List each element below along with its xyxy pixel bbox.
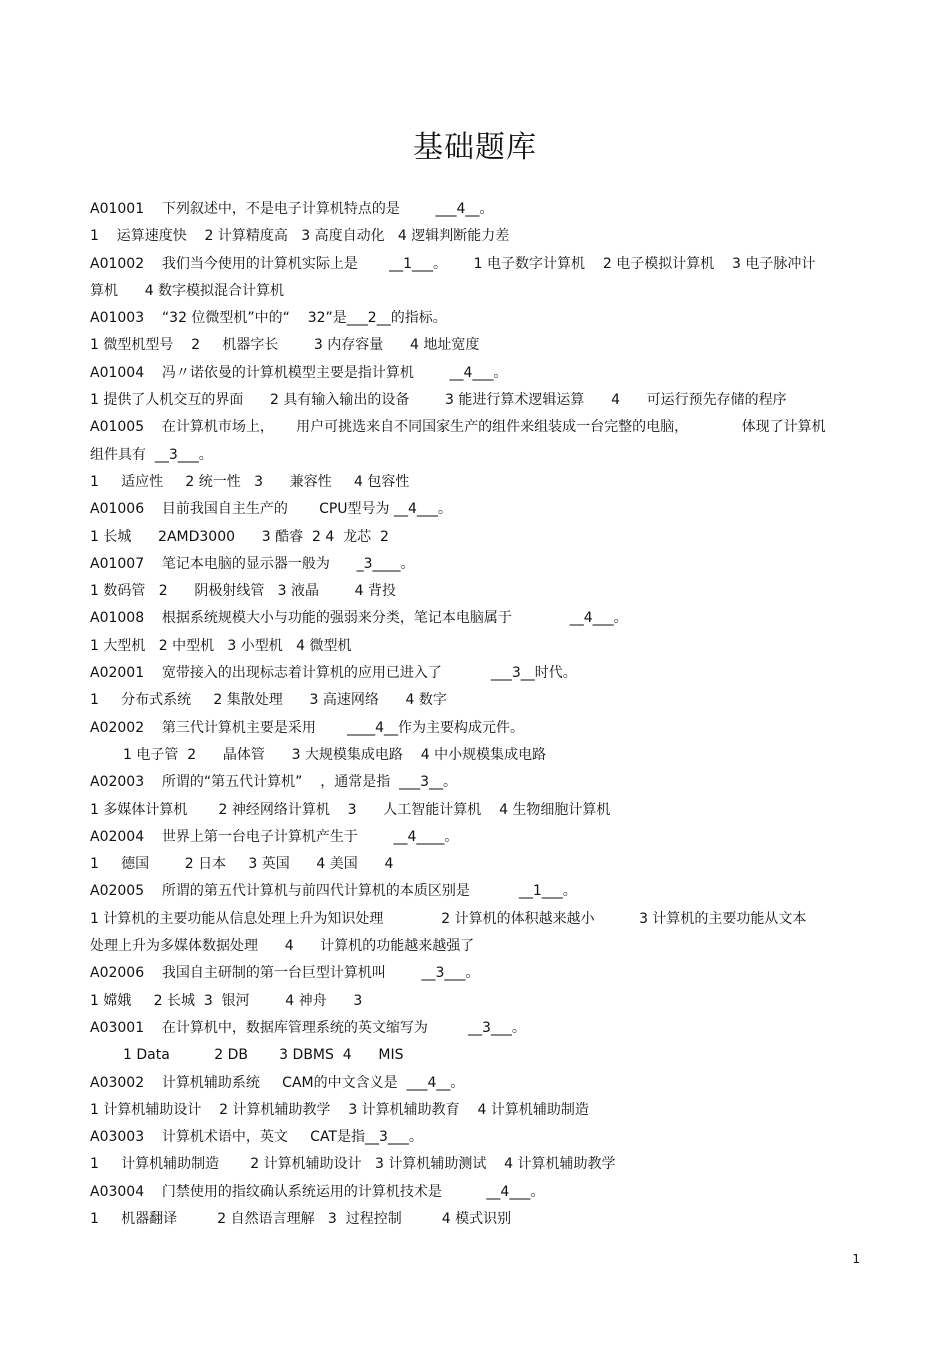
question-line: A03003 计算机术语中，英文 CAT是指__3___。: [90, 1129, 423, 1146]
options-line: 1 分布式系统 2 集散处理 3 高速网络 4 数字: [90, 692, 447, 709]
question-line: A03004 门禁使用的指纹确认系统运用的计算机技术是 __4___。: [90, 1183, 545, 1200]
page-number: 1: [852, 1252, 860, 1266]
question-line: A03002 计算机辅助系统 CAM的中文含义是 ___4__。: [90, 1074, 465, 1091]
question-list: [90, 196, 852, 1233]
document-title: 基础题库: [413, 130, 537, 165]
options-line: 算机 4 数字模拟混合计算机: [90, 282, 285, 299]
options-line: 1 运算速度快 2 计算精度高 3 高度自动化 4 逻辑判断能力差: [90, 228, 510, 245]
options-line: 1 微型机型号 2 机器字长 3 内存容量 4 地址宽度: [90, 337, 480, 354]
question-line: A01006 目前我国自主生产的 CPU型号为 __4___。: [90, 501, 452, 518]
options-line: 1 德国 2 日本 3 英国 4 美国 4: [90, 856, 394, 873]
question-line: A01008 根据系统规模大小与功能的强弱来分类，笔记本电脑属于 __4___。: [90, 610, 628, 627]
options-line: 1 大型机 2 中型机 3 小型机 4 微型机: [90, 637, 352, 654]
question-line: 组件具有 __3___。: [90, 446, 213, 463]
question-line: A01007 笔记本电脑的显示器一般为 _3____。: [90, 555, 415, 572]
options-line: 1 数码管 2 阴极射线管 3 液晶 4 背投: [90, 583, 396, 600]
question-line: A01004 冯〃诺依曼的计算机模型主要是指计算机 __4___。: [90, 364, 508, 381]
options-line: 1 嫦娥 2 长城 3 银河 4 神舟 3: [90, 992, 363, 1009]
question-line: A01005 在计算机市场上， 用户可挑选来自不同国家生产的组件来组装成一台完整的电脑， 体现了计算机: [90, 419, 826, 436]
options-line: 1 多媒体计算机 2 神经网络计算机 3 人工智能计算机 4 生物细胞计算机: [90, 801, 611, 818]
question-line: A01001 下列叙述中，不是电子计算机特点的是 ___4__。: [90, 201, 494, 217]
question-line: A03001 在计算机中，数据库管理系统的英文缩写为 __3___。: [90, 1019, 526, 1036]
options-line: 1 适应性 2 统一性 3 兼容性 4 包容性: [90, 473, 410, 490]
options-line: 1 机器翻译 2 自然语言理解 3 过程控制 4 模式识别: [90, 1210, 512, 1227]
question-line: A01003 “32 位微型机”中的“ 32”是___2__的指标。: [90, 310, 447, 327]
question-line: A02003 所谓的“第五代计算机” ，通常是指 ___3__。: [90, 774, 458, 791]
question-line: A02001 宽带接入的出现标志着计算机的应用已进入了 ___3__时代。: [90, 665, 577, 682]
options-line: 处理上升为多媒体数据处理 4 计算机的功能越来越强了: [90, 938, 475, 955]
options-line: 1 长城 2AMD3000 3 酷睿 2 4 龙芯 2: [90, 528, 389, 545]
options-line: 1 电子管 2 晶体管 3 大规模集成电路 4 中小规模集成电路: [123, 746, 547, 763]
options-line: 1 计算机辅助设计 2 计算机辅助教学 3 计算机辅助教育 4 计算机辅助制造: [90, 1101, 589, 1118]
question-line: A01002 我们当今使用的计算机实际上是 __1___。 1 电子数字计算机 2 电子模拟计算机 3 电子脉冲计: [90, 255, 816, 272]
question-line: A02006 我国自主研制的第一台巨型计算机叫 __3___。: [90, 965, 480, 982]
question-line: A02005 所谓的第五代计算机与前四代计算机的本质区别是 __1___。: [90, 883, 577, 900]
options-line: 1 Data 2 DB 3 DBMS 4 MIS: [123, 1047, 404, 1064]
question-line: A02004 世界上第一台电子计算机产生于 __4____。: [90, 828, 459, 845]
options-line: 1 计算机的主要功能从信息处理上升为知识处理 2 计算机的体积越来越小 3 计算机的主要功能从文本: [90, 910, 807, 927]
options-line: 1 提供了人机交互的界面 2 具有输入输出的设备 3 能进行算术逻辑运算 4 可运行预先存储的程序: [90, 392, 787, 409]
question-line: A02002 第三代计算机主要是采用 ____4__作为主要构成元件。: [90, 719, 524, 736]
options-line: 1 计算机辅助制造 2 计算机辅助设计 3 计算机辅助测试 4 计算机辅助教学: [90, 1156, 616, 1173]
